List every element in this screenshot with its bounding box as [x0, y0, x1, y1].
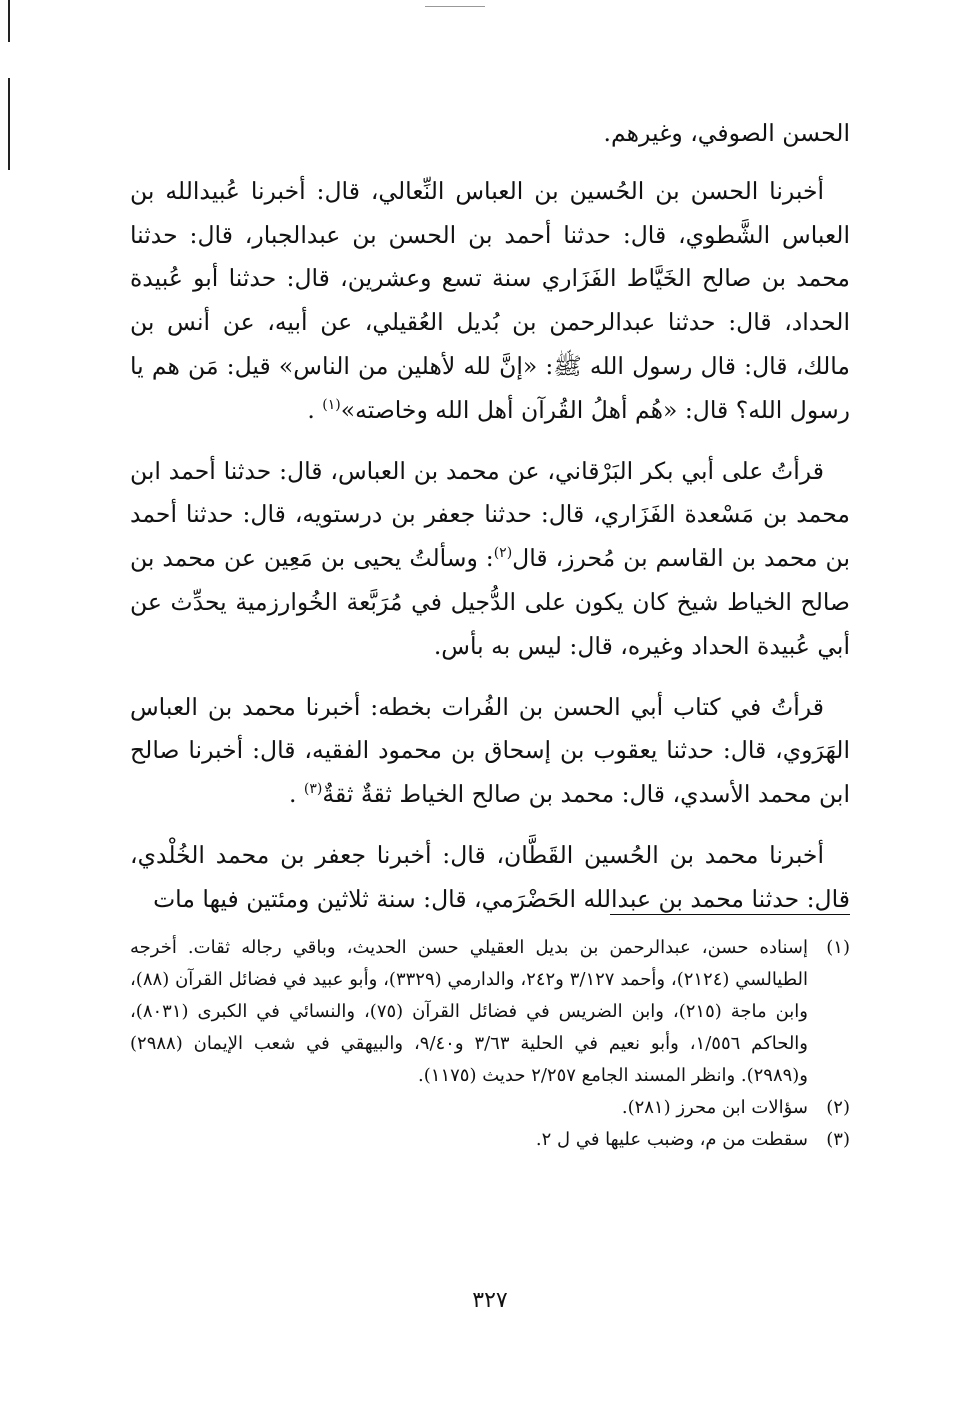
paragraph-text: : وسألتُ يحيى بن مَعِين عن محمد بن صالح الخياط شيخ كان يكون على الدُّجيل في مُرَبَّعة الخُوارزمية يحدِّث عن أبي عُبيدة الحداد وغيره، قال: ليس به بأس.: [130, 544, 850, 660]
paragraph: [130, 450, 850, 669]
paragraph: أخبرنا الحسن بن الحُسين بن العباس النِّعالي، قال: أخبرنا عُبيدالله بن العباس الشَّطوي، قال: حدثنا أحمد بن الحسن بن عبدالجبار، قال: حدثنا محمد بن صالح الخَيَّاط الفَزَاري سنة تسع وعشرين، قال: حدثنا أبو عُبيدة الحداد، قال: حدثنا عبدالرحمن بن بُديل العُقيلي، عن أبيه، عن أنس بن مالك، قال: قال رسول الله ﷺ: «إنَّ لله لأهلين من الناس» قيل: مَن هم يا رسول الله؟ قال: «هُم أهلُ القُرآن أهل الله وخاصته»$^{(١)}$ .: [130, 176, 850, 424]
footnote-text: إسناده حسن، عبدالرحمن بن بديل العقيلي حسن الحديث، وباقي رجاله ثقات. أخرجه الطيالسي (٢١٢٤)، وأحمد ٣/١٢٧ و٢٤٢، والدارمي (٣٣٢٩)، وأبو عبيد في فضائل القرآن (٨٨)، وابن ماجة (٢١٥)، وابن الضريس في فضائل القرآن (٧٥)، والنسائي في الكبرى (٨٠٣١)، والحاكم ١/٥٥٦، وأبو نعيم في الحلية ٣/٦٣ و٩/٤٠، والبيهقي في شعب الإيمان (٢٩٨٨) و(٢٩٨٩). وانظر المسند الجامع ٢/٢٥٧ حديث (١١٧٥).: [130, 937, 809, 1086]
footnote: [130, 1092, 850, 1124]
footnote-ref[interactable]: (١): [322, 396, 341, 413]
footnote-number: (٢): [826, 1097, 850, 1118]
footnote-text: سقطت من م، وضبب عليها في ل ٢.: [535, 1129, 808, 1150]
paragraph: قرأتُ في كتاب أبي الحسن بن الفُرات بخطه: أخبرنا محمد بن العباس الهَرَوي، قال: حدثنا يعقوب بن إسحاق بن محمود الفقيه، قال: أخبرنا صالح ابن محمد الأسدي، قال: محمد بن صالح الخياط ثقةٌ ثقةٌ$^{(٣)}$ .: [130, 692, 850, 809]
paragraph-text: قرأتُ على أبي بكر البَرْقاني، عن محمد بن العباس، قال: حدثنا أحمد ابن محمد بن مَسْعدة الفَزَاري، قال: حدثنا جعفر بن درستويه، قال: حدثنا أحمد بن محمد بن القاسم بن مُحرز، قال: [130, 456, 850, 573]
footnote-ref[interactable]: (٢): [493, 545, 513, 562]
footnote-number: (٣): [826, 1129, 850, 1150]
footnote: [130, 932, 850, 1092]
footnote: [130, 1124, 850, 1156]
scan-edge-mark: [8, 78, 10, 170]
footnote-number: (١): [826, 937, 850, 958]
footnotes: [130, 932, 850, 1156]
scan-edge-mark: [425, 6, 485, 7]
footnote-separator: [610, 914, 850, 915]
body-text: [130, 112, 850, 939]
paragraph-text: أخبرنا الحسن بن الحُسين بن العباس النِّعالي، قال: أخبرنا عُبيدالله بن العباس الشَّطوي، قال: حدثنا أحمد بن الحسن بن عبدالجبار، قال: حدثنا محمد بن صالح الخَيَّاط الفَزَاري سنة تسع وعشرين، قال: حدثنا أبو عُبيدة الحداد، قال: حدثنا عبدالرحمن بن بُديل العُقيلي، عن أبيه، عن أنس بن مالك، قال: قال رسول الله ﷺ: «إنَّ لله لأهلين من الناس» قيل: مَن هم يا رسول الله؟ قال: «هُم أهلُ القُرآن أهل الله وخاصته»: [130, 176, 850, 424]
paragraph-text: قرأتُ في كتاب أبي الحسن بن الفُرات بخطه: أخبرنا محمد بن العباس الهَرَوي، قال: حدثنا يعقوب بن إسحاق بن محمود الفقيه، قال: أخبرنا صالح ابن محمد الأسدي، قال: محمد بن صالح الخياط ثقةٌ ثقةٌ: [130, 692, 850, 809]
page-number: ٣٢٧: [472, 1288, 508, 1313]
footnote-ref[interactable]: (٣): [303, 781, 323, 798]
footnote-text: سؤالات ابن محرز (٢٨١).: [621, 1097, 808, 1118]
paragraph: أخبرنا محمد بن الحُسين القَطَّان، قال: أخبرنا جعفر بن محمد الخُلْدي، قال: حدثنا محمد بن عبدالله الحَضْرَمي، قال: سنة ثلاثين ومئتين فيها مات: [130, 840, 850, 913]
opening-line: الحسن الصوفي، وغيرهم.: [603, 119, 850, 147]
scan-edge-mark: [8, 0, 10, 42]
